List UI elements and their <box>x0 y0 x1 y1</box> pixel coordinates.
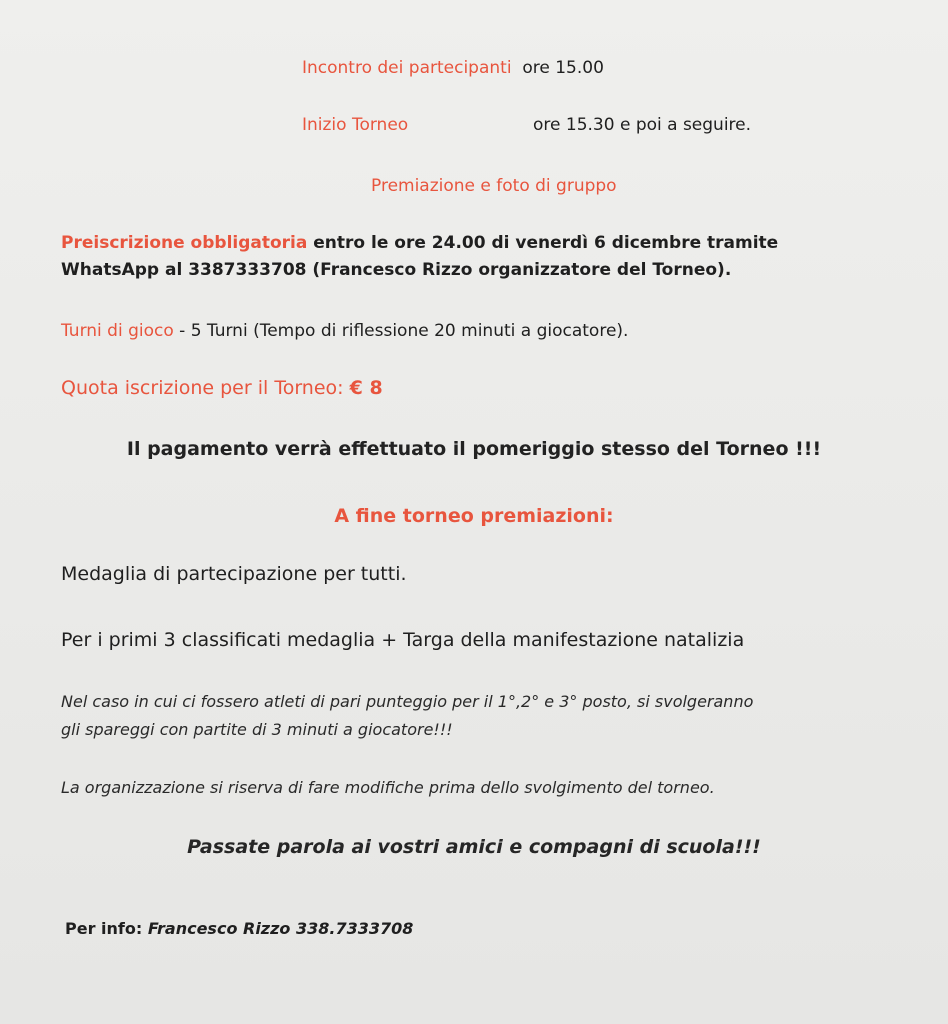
meeting-label: Incontro dei partecipanti <box>302 58 512 78</box>
registration-line-1 <box>61 233 778 253</box>
registration-text-1: entro le ore 24.00 di venerdì 6 dicembre tramite <box>313 233 779 253</box>
rounds-line <box>61 321 628 341</box>
participation-medal-line: Medaglia di partecipazione per tutti. <box>61 563 407 585</box>
info-contact: Francesco Rizzo 338.7333708 <box>147 919 414 938</box>
disclaimer-line: La organizzazione si riserva di fare modifiche prima dello svolgimento del torneo. <box>61 778 715 797</box>
registration-label: Preiscrizione obbligatoria <box>61 233 308 253</box>
fee-amount: € 8 <box>349 377 383 399</box>
start-time-line <box>302 115 751 135</box>
start-label: Inizio Torneo <box>302 115 409 135</box>
tiebreak-line-2: gli spareggi con partite di 3 minuti a giocatore!!! <box>61 720 453 739</box>
rounds-text: - 5 Turni (Tempo di riflessione 20 minuti a giocatore). <box>179 321 629 341</box>
share-call-line: Passate parola ai vostri amici e compagni di scuola!!! <box>187 836 761 858</box>
fee-line <box>61 377 383 399</box>
awards-photo-line: Premiazione e foto di gruppo <box>371 176 617 196</box>
info-label: Per info: <box>65 919 143 938</box>
meeting-time-line <box>302 58 604 78</box>
registration-line-2: WhatsApp al 3387333708 (Francesco Rizzo organizzatore del Torneo). <box>61 260 732 280</box>
top3-prize-line: Per i primi 3 classificati medaglia + Targa della manifestazione natalizia <box>61 629 745 651</box>
fee-label: Quota iscrizione per il Torneo: <box>61 377 344 399</box>
prizes-heading: A fine torneo premiazioni: <box>334 505 614 527</box>
meeting-time: ore 15.00 <box>522 58 604 78</box>
rounds-label: Turni di gioco <box>61 321 174 341</box>
tiebreak-line-1: Nel caso in cui ci fossero atleti di pari punteggio per il 1°,2° e 3° posto, si svolgeranno <box>61 692 754 711</box>
payment-note: Il pagamento verrà effettuato il pomeriggio stesso del Torneo !!! <box>126 438 822 460</box>
start-time: ore 15.30 e poi a seguire. <box>533 115 752 135</box>
info-line <box>65 919 413 938</box>
